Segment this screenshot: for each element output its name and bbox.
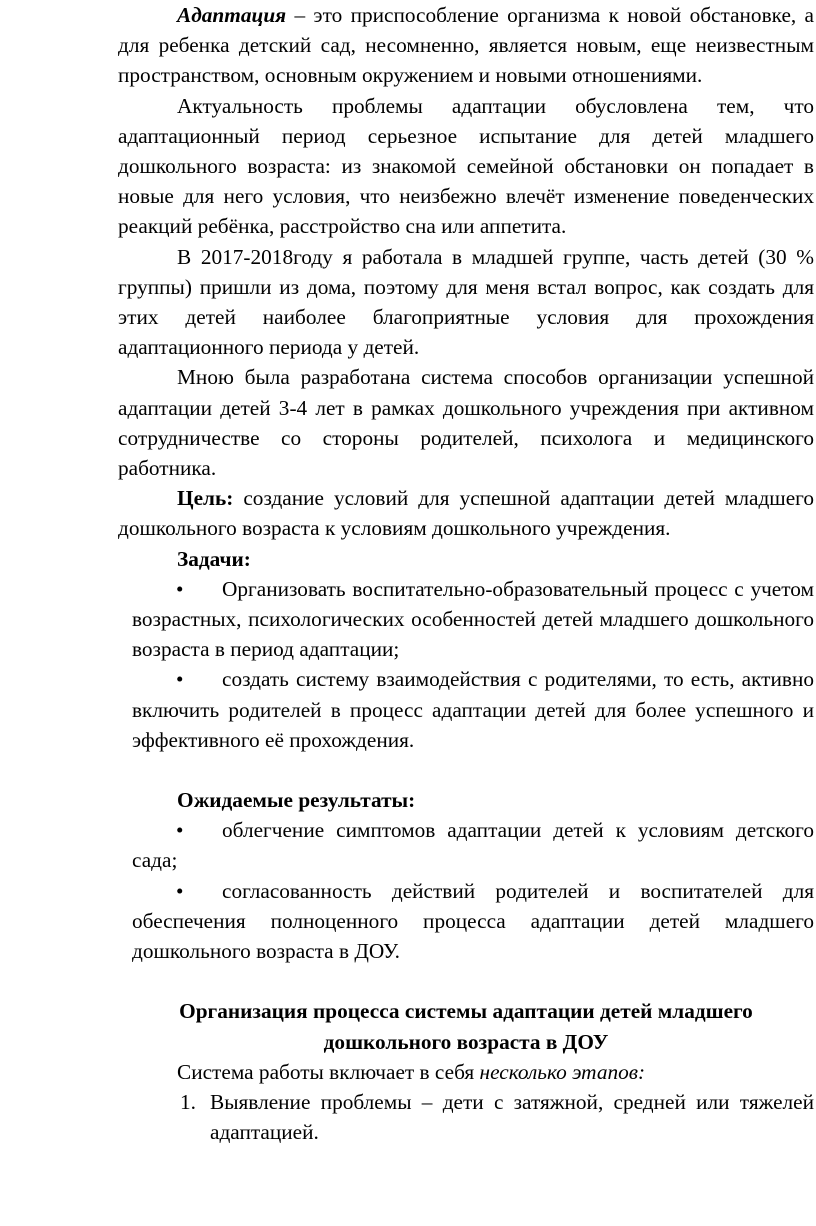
item-number: 1. (180, 1089, 196, 1114)
section-heading (118, 996, 814, 1056)
blank-line (118, 966, 814, 996)
bullet-icon: • (176, 878, 184, 903)
task-item (118, 574, 814, 665)
step-text: Выявление проблемы – дети с затяжной, средней или тяжелей адаптацией. (210, 1089, 814, 1145)
results-label: Ожидаемые результаты: (177, 788, 416, 813)
task-text: создать систему взаимодействия с родителями, то есть, активно включить родителей в процесс адаптации детей для более успешного и эффективного её прохождения. (132, 667, 814, 752)
section-heading-line-1: Организация процесса системы адаптации детей младшего (179, 999, 753, 1024)
section-heading-line-2: дошкольного возраста в ДОУ (323, 1029, 609, 1054)
result-text: согласованность действий родителей и воспитателей для обеспечения полноценного процесса адаптации детей младшего дошкольного возраста в ДОУ. (132, 878, 814, 964)
bullet-icon: • (176, 667, 184, 692)
paragraph-system-intro (118, 1057, 814, 1087)
result-item (118, 815, 814, 875)
paragraph-system: Мною была разработана система способов организации успешной адаптации детей 3-4 лет в рамках дошкольного учреждения при активном сотрудничестве со стороны родителей, психолога и медицинского работника. (118, 365, 814, 481)
system-intro-text: Система работы включает в себя (177, 1059, 480, 1084)
result-text: облегчение симптомов адаптации детей к условиям детского сада; (132, 818, 814, 873)
bullet-icon: • (176, 818, 184, 843)
term-adaptation: Адаптация (177, 3, 287, 27)
system-intro-italic: несколько этапов: (479, 1059, 646, 1084)
goal-text: создание условий для успешной адаптации детей младшего дошкольного возраста к условиям дошкольного учреждения. (118, 486, 814, 541)
definition-text: – это приспособление организма к новой обстановке, а для ребенка детский сад, несомненно, является новым, еще неизвестным пространством, основным окружением и новыми отношениями. (118, 3, 814, 88)
document-body (118, 0, 814, 1147)
paragraph-goal (118, 483, 814, 543)
goal-label: Цель: (177, 486, 234, 511)
task-item (118, 664, 814, 755)
tasks-label: Задачи: (177, 546, 251, 571)
numbered-item (118, 1087, 814, 1147)
result-item (118, 876, 814, 967)
paragraph-experience: В 2017-2018году я работала в младшей группе, часть детей (30 % группы) пришли из дома, поэтому для меня встал вопрос, как создать для этих детей наиболее благоприятные условия для прохождения адаптационного периода у детей. (118, 244, 814, 360)
bullet-icon: • (176, 576, 184, 601)
paragraph-relevance: Актуальность проблемы адаптации обусловлена тем, что адаптационный период серьезное испытание для детей младшего дошкольного возраста: из знакомой семейной обстановки он попадает в новые для него условия, что неизбежно влечёт изменение поведенческих реакций ребёнка, расстройство сна или аппетита. (118, 93, 814, 239)
paragraph-definition (118, 0, 814, 91)
blank-line (118, 755, 814, 785)
task-text: Организовать воспитательно-образовательный процесс с учетом возрастных, психологических особенностей детей младшего дошкольного возраста в период адаптации; (132, 576, 814, 662)
